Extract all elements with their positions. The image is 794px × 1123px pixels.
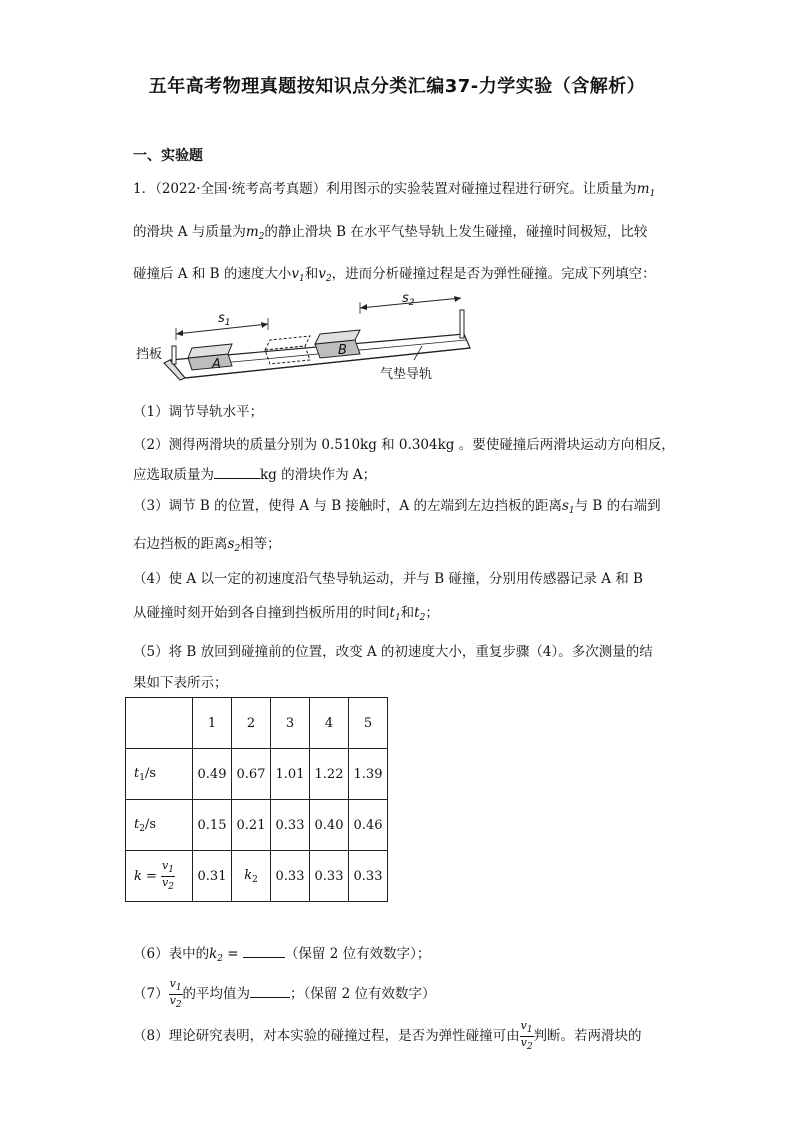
table-corner-cell [126, 698, 193, 749]
table-cell: 1.01 [271, 749, 310, 800]
step-3-line-1: （3）调节 B 的位置，使得 A 与 B 接触时，A 的左端到左边挡板的距离$s_1$与 B 的右端到 [133, 498, 661, 516]
step-5-line-1: （5）将 B 放回到碰撞前的位置，改变 A 的初速度大小，重复步骤（4）。多次测量的结 [133, 644, 653, 660]
table-cell: 0.67 [232, 749, 271, 800]
table-cell: 1.22 [310, 749, 349, 800]
question-1-line-2: 的滑块 A 与质量为$m_2$的静止滑块 B 在水平气垫导轨上发生碰撞，碰撞时间极短，比较 [133, 224, 648, 242]
row-label-t2: $t_2/s$ [126, 800, 193, 851]
table-cell-k2: $k_2$ [232, 851, 271, 902]
question-1-line-3: 碰撞后 A 和 B 的速度大小$v_1$和$v_2$，进而分析碰撞过程是否为弹性碰撞。完成下列填空： [133, 266, 656, 284]
step-7: （7） $\frac{v_1}{v_2}$ 的平均值为 ；（保留 2 位有效数字） [133, 977, 436, 1010]
step-8: （8）理论研究表明，对本实验的碰撞过程，是否为弹性碰撞可由 $\frac{v_1}{v_2}$ 判断。若两滑块的 [133, 1019, 642, 1052]
step-4-line-1: （4）使 A 以一定的初速度沿气垫导轨运动，并与 B 碰撞，分别用传感器记录 A 和 B [133, 571, 643, 587]
table-cell: 0.46 [349, 800, 388, 851]
document-title: 五年高考物理真题按知识点分类汇编37-力学实验（含解析） [148, 76, 646, 97]
table-row [126, 749, 388, 800]
ratio-v1-v2: $\frac{v_1}{v_2}$ [169, 977, 182, 1010]
slider-b-label: B [338, 343, 347, 358]
table-header-row [126, 698, 388, 749]
ratio-v1-v2: $\frac{v_1}{v_2}$ [520, 1019, 533, 1052]
table-cell: 3 [271, 698, 310, 749]
table-cell: 0.33 [271, 851, 310, 902]
table-cell: 0.21 [232, 800, 271, 851]
answer-blank-average[interactable] [250, 985, 290, 998]
step-5-line-2: 果如下表所示； [133, 675, 228, 691]
right-bumper [460, 310, 464, 338]
table-cell: 0.49 [193, 749, 232, 800]
step-2-line-1: （2）测得两滑块的质量分别为 0.510kg 和 0.304kg 。要使碰撞后两滑块运动方向相反， [133, 437, 675, 453]
ratio-v1-v2: $\frac{v_1}{v_2}$ [162, 858, 174, 892]
left-bumper [172, 346, 176, 364]
table-cell: 0.33 [310, 851, 349, 902]
step-6: （6）表中的$k_2$ = （保留 2 位有效数字）； [133, 946, 431, 964]
step-3-line-2: 右边挡板的距离$s_2$相等； [133, 536, 281, 554]
table-cell: 1 [193, 698, 232, 749]
table-cell: 0.15 [193, 800, 232, 851]
table-cell: 4 [310, 698, 349, 749]
table-cell: 0.33 [271, 800, 310, 851]
air-track-label: 气垫导轨 [380, 367, 433, 382]
table-cell: 0.33 [349, 851, 388, 902]
table-cell: 0.31 [193, 851, 232, 902]
s1-label: $s_1$ [218, 311, 231, 328]
table-cell: 2 [232, 698, 271, 749]
table-cell: 1.39 [349, 749, 388, 800]
bumper-label: 挡板 [136, 347, 163, 362]
answer-blank-k2[interactable] [243, 945, 285, 958]
section-heading: 一、实验题 [133, 148, 203, 164]
results-table [125, 697, 388, 902]
row-label-t1: $t_1/s$ [126, 749, 193, 800]
step-2-line-2: 应选取质量为 kg 的滑块作为 A； [133, 467, 377, 483]
table-row [126, 800, 388, 851]
air-track-diagram [130, 288, 480, 386]
table-cell: 0.40 [310, 800, 349, 851]
row-label-k: k = $\frac{v_1}{v_2}$ [126, 851, 193, 902]
step-1: （1）调节导轨水平； [133, 404, 264, 420]
question-1-line-1: 1．（2022·全国·统考高考真题）利用图示的实验装置对碰撞过程进行研究。让质量为$m_1$ [133, 181, 656, 199]
step-4-line-2: 从碰撞时刻开始到各自撞到挡板所用的时间$t_1$和$t_2$； [133, 605, 439, 623]
table-cell: 5 [349, 698, 388, 749]
table-row [126, 851, 388, 902]
answer-blank-mass[interactable] [214, 466, 260, 479]
slider-a-label: A [212, 357, 221, 372]
s2-label: $s_2$ [402, 291, 415, 308]
